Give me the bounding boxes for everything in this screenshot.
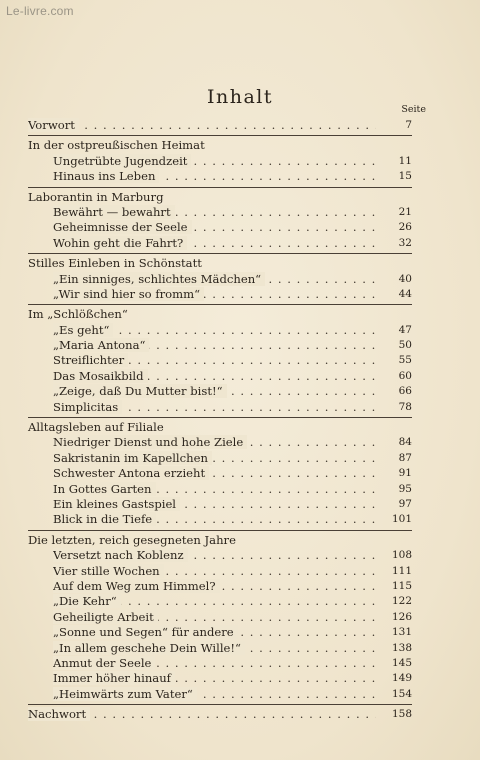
toc-entry-title: Anmut der Seele — [53, 656, 155, 670]
toc-entry-title: Immer höher hinauf — [53, 671, 175, 685]
toc-entry-title: „Sonne und Segen“ für andere — [53, 625, 238, 639]
toc-page-number: 138 — [391, 641, 412, 654]
toc-page-number: 78 — [398, 400, 412, 413]
toc-page-number: 47 — [398, 323, 412, 336]
toc-entry-title: Vier stille Wochen — [53, 564, 164, 578]
toc-entry-title: Schwester Antona erzieht — [53, 466, 209, 480]
toc-entry-title: Streiflichter — [53, 353, 128, 367]
toc-entry — [28, 466, 412, 481]
toc-entry — [28, 287, 412, 302]
section-divider — [28, 304, 412, 305]
toc-page-number: 87 — [398, 451, 412, 464]
toc-entry-title: „Ein sinniges, schlichtes Mädchen“ — [53, 272, 265, 286]
toc-entry — [28, 205, 412, 220]
toc-page-number: 101 — [391, 513, 412, 526]
toc-entry — [28, 610, 412, 625]
toc-entry-title: Im „Schlößchen“ — [28, 307, 128, 322]
toc-entry-title: Versetzt nach Koblenz — [53, 548, 188, 562]
toc-page-number: 126 — [391, 610, 412, 623]
toc-section-heading — [28, 533, 412, 548]
toc-page-number: 91 — [398, 467, 412, 480]
toc-page-number: 84 — [398, 436, 412, 449]
toc-page-number: 50 — [398, 339, 412, 352]
toc-entry-title: „Es geht“ — [53, 323, 113, 337]
toc-entry — [28, 384, 412, 399]
toc-page-number: 60 — [398, 369, 412, 382]
toc-entry-title: „In allem geschehe Dein Wille!“ — [53, 641, 245, 655]
toc-entry-title: Sakristanin im Kapellchen — [53, 451, 212, 465]
toc-entry — [28, 323, 412, 338]
toc-entry-title: „Maria Antona“ — [53, 338, 149, 352]
toc-entry — [28, 236, 412, 251]
page-column-header: Seite — [401, 104, 426, 115]
toc-page-number: 7 — [405, 119, 412, 131]
toc-entry-title: Die letzten, reich gesegneten Jahre — [28, 532, 236, 547]
toc-page-number: 11 — [398, 154, 412, 167]
toc-entry-title: Geheiligte Arbeit — [53, 610, 158, 624]
toc-entry-title: „Die Kehr“ — [53, 594, 121, 608]
toc-section-heading — [28, 190, 412, 205]
toc-section-heading — [28, 118, 412, 133]
toc-entry-title: „Zeige, daß Du Mutter bist!“ — [53, 384, 227, 398]
toc-entry — [28, 482, 412, 497]
toc-page-number: 145 — [391, 656, 412, 669]
page-title: Inhalt — [206, 86, 274, 108]
toc-entry — [28, 353, 412, 368]
toc-page-number: 66 — [398, 385, 412, 398]
toc-page-number: 97 — [398, 497, 412, 510]
toc-entry — [28, 451, 412, 466]
toc-page-number: 122 — [391, 595, 412, 608]
toc-entry-title: Laborantin in Marburg — [28, 189, 164, 204]
toc-entry — [28, 564, 412, 579]
toc-page-number: 55 — [398, 354, 412, 367]
toc-entry-title: Das Mosaikbild — [53, 369, 148, 383]
toc-section-heading — [28, 307, 412, 322]
toc-entry — [28, 548, 412, 563]
toc-entry-title: Simplicitas — [53, 400, 122, 414]
watermark: Le-livre.com — [6, 4, 74, 18]
toc-entry-title: „Heimwärts zum Vater“ — [53, 687, 197, 701]
toc-entry-title: „Wir sind hier so fromm“ — [53, 287, 204, 301]
toc-entry — [28, 594, 412, 609]
toc-entry-title: Nachwort — [28, 707, 90, 721]
toc-page-number: 154 — [391, 687, 412, 700]
section-divider — [28, 135, 412, 136]
toc-page-number: 21 — [398, 205, 412, 218]
section-divider — [28, 704, 412, 705]
table-of-contents — [28, 118, 412, 722]
toc-entry — [28, 154, 412, 169]
toc-page-number: 40 — [398, 272, 412, 285]
toc-section-heading — [28, 707, 412, 722]
toc-entry — [28, 579, 412, 594]
toc-entry — [28, 338, 412, 353]
toc-entry-title: Alltagsleben auf Filiale — [28, 420, 164, 435]
toc-entry — [28, 512, 412, 527]
toc-entry — [28, 169, 412, 184]
toc-page-number: 131 — [391, 626, 412, 639]
section-divider — [28, 417, 412, 418]
toc-entry-title: Wohin geht die Fahrt? — [53, 236, 187, 250]
toc-entry-title: Stilles Einleben in Schönstatt — [28, 256, 202, 271]
toc-entry — [28, 497, 412, 512]
toc-page-number: 32 — [398, 236, 412, 249]
toc-entry-title: Auf dem Weg zum Himmel? — [53, 579, 220, 593]
toc-entry — [28, 687, 412, 702]
toc-entry — [28, 435, 412, 450]
toc-entry — [28, 656, 412, 671]
toc-page-number: 149 — [391, 672, 412, 685]
section-divider — [28, 253, 412, 254]
toc-section-heading — [28, 138, 412, 153]
toc-entry-title: Geheimnisse der Seele — [53, 220, 192, 234]
toc-entry — [28, 272, 412, 287]
toc-entry-title: Hinaus ins Leben — [53, 169, 159, 183]
toc-entry — [28, 671, 412, 686]
toc-page-number: 15 — [398, 170, 412, 183]
toc-entry-title: In Gottes Garten — [53, 482, 156, 496]
toc-page-number: 95 — [398, 482, 412, 495]
toc-entry — [28, 369, 412, 384]
toc-page-number: 115 — [391, 579, 412, 592]
toc-page-number: 158 — [391, 708, 412, 721]
toc-entry-title: Ein kleines Gastspiel — [53, 497, 180, 511]
toc-page-number: 111 — [391, 564, 412, 577]
toc-page-number: 108 — [391, 549, 412, 562]
toc-page-number: 26 — [398, 221, 412, 234]
toc-entry-title: Blick in die Tiefe — [53, 512, 156, 526]
toc-entry — [28, 625, 412, 640]
toc-entry — [28, 220, 412, 235]
toc-page-number: 44 — [398, 287, 412, 300]
section-divider — [28, 187, 412, 188]
toc-entry-title: Niedriger Dienst und hohe Ziele — [53, 435, 247, 449]
toc-entry — [28, 400, 412, 415]
toc-section-heading — [28, 420, 412, 435]
toc-section-heading — [28, 256, 412, 271]
toc-entry-title: Vorwort — [28, 118, 79, 132]
toc-entry — [28, 641, 412, 656]
toc-entry-title: Ungetrübte Jugendzeit — [53, 154, 191, 168]
section-divider — [28, 530, 412, 531]
toc-entry-title: Bewährt — bewahrt — [53, 205, 175, 219]
toc-entry-title: In der ostpreußischen Heimat — [28, 138, 205, 153]
